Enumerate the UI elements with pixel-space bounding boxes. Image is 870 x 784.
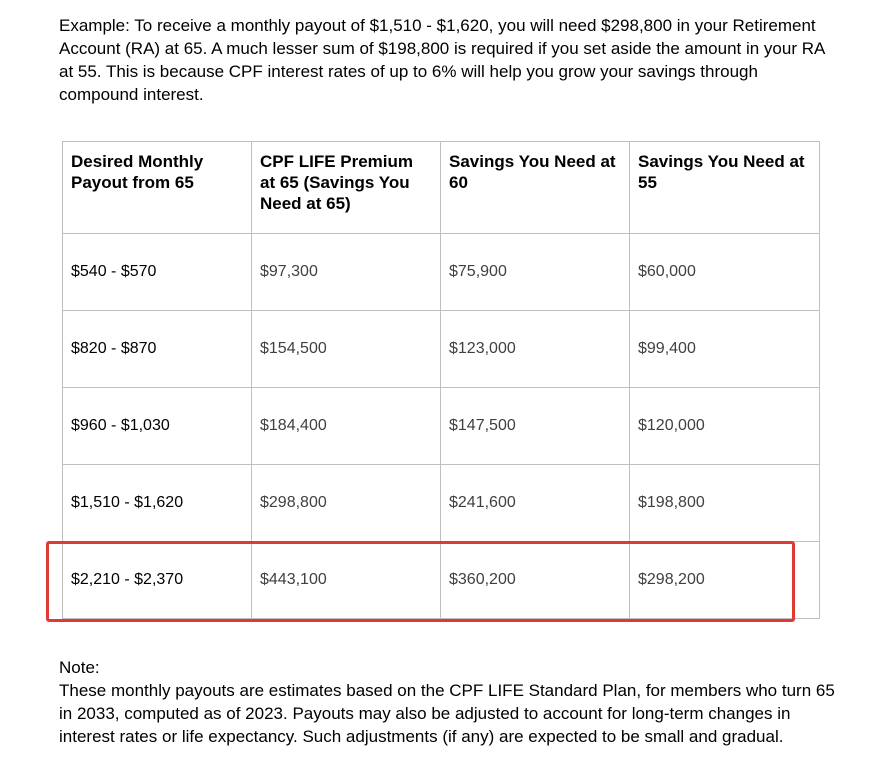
header-cpf-life-premium: CPF LIFE Premium at 65 (Savings You Need at 65) — [252, 142, 441, 234]
table-row — [63, 234, 820, 311]
cell-payout: $2,210 - $2,370 — [63, 542, 252, 619]
cell-savings-60: $360,200 — [441, 542, 630, 619]
table-row — [63, 465, 820, 542]
cell-premium-65: $443,100 — [252, 542, 441, 619]
note-text: These monthly payouts are estimates based on the CPF LIFE Standard Plan, for members who turn 65 in 2033, computed as of 2023. Payouts may also be adjusted to account for long-term changes in interest rates or life expectancy. Such adjustments (if any) are expected to be small and gradual. — [59, 681, 835, 746]
intro-paragraph: Example: To receive a monthly payout of $1,510 - $1,620, you will need $298,800 in your Retirement Account (RA) at 65. A much lesser sum of $198,800 is required if you set aside the amount in your RA at 55. This is because CPF interest rates of up to 6% will help you grow your savings through compound interest. — [59, 16, 825, 104]
cell-savings-55: $120,000 — [630, 388, 820, 465]
cell-payout: $1,510 - $1,620 — [63, 465, 252, 542]
cell-premium-65: $154,500 — [252, 311, 441, 388]
cell-payout: $820 - $870 — [63, 311, 252, 388]
note-section — [59, 656, 839, 748]
header-desired-monthly-payout: Desired Monthly Payout from 65 — [63, 142, 252, 234]
cell-savings-60: $123,000 — [441, 311, 630, 388]
cell-premium-65: $184,400 — [252, 388, 441, 465]
cell-premium-65: $97,300 — [252, 234, 441, 311]
table-row-highlighted — [63, 542, 820, 619]
table-header-row — [63, 142, 820, 234]
cell-savings-55: $60,000 — [630, 234, 820, 311]
cell-savings-55: $298,200 — [630, 542, 820, 619]
table-row — [63, 388, 820, 465]
cell-savings-55: $99,400 — [630, 311, 820, 388]
note-heading: Note: — [59, 658, 100, 677]
cell-savings-60: $75,900 — [441, 234, 630, 311]
payout-table — [62, 141, 820, 619]
header-savings-at-55: Savings You Need at 55 — [630, 142, 820, 234]
cell-savings-60: $241,600 — [441, 465, 630, 542]
cell-payout: $540 - $570 — [63, 234, 252, 311]
cell-payout: $960 - $1,030 — [63, 388, 252, 465]
cell-savings-60: $147,500 — [441, 388, 630, 465]
header-savings-at-60: Savings You Need at 60 — [441, 142, 630, 234]
table-row — [63, 311, 820, 388]
cell-premium-65: $298,800 — [252, 465, 441, 542]
cell-savings-55: $198,800 — [630, 465, 820, 542]
